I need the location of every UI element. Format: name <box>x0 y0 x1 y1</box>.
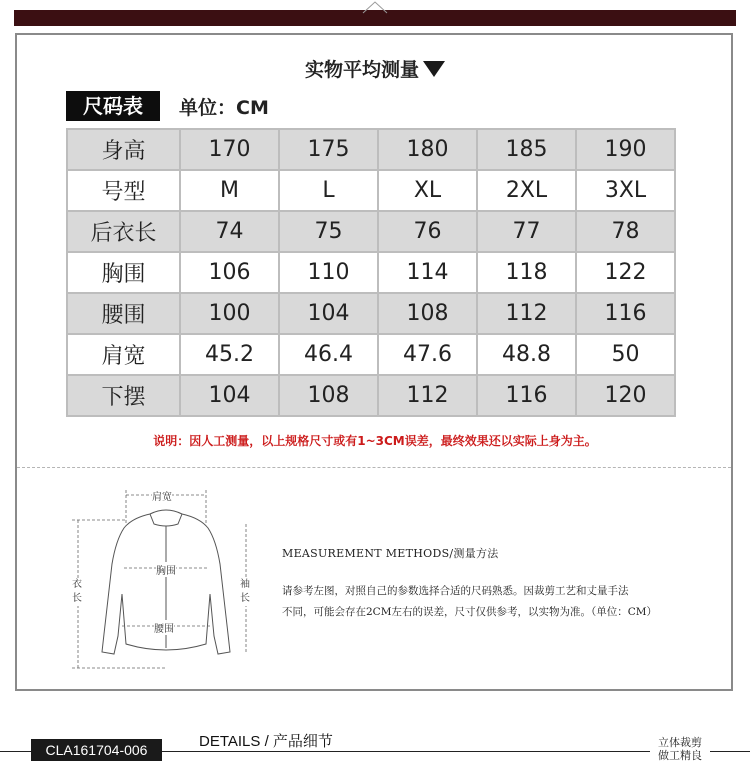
table-cell: 100 <box>180 293 279 334</box>
table-cell: 108 <box>378 293 477 334</box>
row-header: 身高 <box>67 129 180 170</box>
table-cell: 180 <box>378 129 477 170</box>
table-cell: 170 <box>180 129 279 170</box>
measurement-text-line-2: 不同，可能会存在2CM左右的误差，尺寸仅供参考，以实物为准。（单位：CM） <box>282 606 657 618</box>
row-header: 后衣长 <box>67 211 180 252</box>
table-cell: 48.8 <box>477 334 576 375</box>
table-cell: 190 <box>576 129 675 170</box>
table-cell: 50 <box>576 334 675 375</box>
top-notch-icon <box>362 0 388 14</box>
table-cell: 3XL <box>576 170 675 211</box>
table-cell: 76 <box>378 211 477 252</box>
table-cell: 77 <box>477 211 576 252</box>
shoulder-label: 肩宽 <box>152 488 172 503</box>
table-cell: 185 <box>477 129 576 170</box>
section-divider <box>17 467 731 468</box>
table-cell: 108 <box>279 375 378 416</box>
chest-label: 胸围 <box>156 562 176 577</box>
table-row <box>67 170 675 211</box>
row-header: 下摆 <box>67 375 180 416</box>
length-label: 衣长 <box>72 579 82 604</box>
table-cell: 45.2 <box>180 334 279 375</box>
table-cell: 74 <box>180 211 279 252</box>
table-cell: 116 <box>576 293 675 334</box>
disclaimer-note: 说明：因人工测量，以上规格尺寸或有1~3CM误差，最终效果还以实际上身为主。 <box>153 434 597 448</box>
down-triangle-icon <box>423 61 445 77</box>
unit-label: 单位：CM <box>179 97 269 119</box>
table-cell: 122 <box>576 252 675 293</box>
size-table <box>66 128 676 417</box>
title-text: 实物平均测量 <box>304 59 419 81</box>
table-cell: M <box>180 170 279 211</box>
size-chart-tag: 尺码表 <box>66 91 160 121</box>
table-cell: 106 <box>180 252 279 293</box>
table-row <box>67 293 675 334</box>
table-cell: 112 <box>378 375 477 416</box>
table-cell: L <box>279 170 378 211</box>
table-cell: 104 <box>180 375 279 416</box>
table-cell: 2XL <box>477 170 576 211</box>
waist-label: 腰围 <box>154 620 174 635</box>
footer-line-middle <box>190 751 650 752</box>
page-title <box>0 55 750 82</box>
table-cell: 78 <box>576 211 675 252</box>
table-row <box>67 252 675 293</box>
table-cell: 104 <box>279 293 378 334</box>
row-header: 腰围 <box>67 293 180 334</box>
slogan-line-1: 立体裁剪 <box>658 736 702 749</box>
slogan <box>658 736 702 762</box>
table-cell: 114 <box>378 252 477 293</box>
slogan-line-2: 做工精良 <box>658 749 702 762</box>
table-cell: 46.4 <box>279 334 378 375</box>
table-cell: 75 <box>279 211 378 252</box>
table-row <box>67 211 675 252</box>
row-header: 肩宽 <box>67 334 180 375</box>
table-cell: 110 <box>279 252 378 293</box>
table-cell: 120 <box>576 375 675 416</box>
measurement-methods-title: MEASUREMENT METHODS/测量方法 <box>282 547 499 560</box>
table-cell: 118 <box>477 252 576 293</box>
table-row <box>67 375 675 416</box>
table-cell: XL <box>378 170 477 211</box>
table-row <box>67 334 675 375</box>
table-cell: 47.6 <box>378 334 477 375</box>
product-code: CLA161704-006 <box>31 739 162 761</box>
shirt-outline-icon <box>66 484 266 674</box>
measurement-diagram <box>66 484 266 674</box>
table-cell: 116 <box>477 375 576 416</box>
row-header: 号型 <box>67 170 180 211</box>
row-header: 胸围 <box>67 252 180 293</box>
table-row <box>67 129 675 170</box>
table-cell: 112 <box>477 293 576 334</box>
measurement-text-line-1: 请参考左图，对照自己的参数选择合适的尺码熟悉。因裁剪工艺和丈量手法 <box>282 585 629 597</box>
table-cell: 175 <box>279 129 378 170</box>
footer-line-right <box>710 751 750 752</box>
details-heading: DETAILS / 产品细节 <box>199 733 333 750</box>
sleeve-label: 袖长 <box>240 579 250 604</box>
